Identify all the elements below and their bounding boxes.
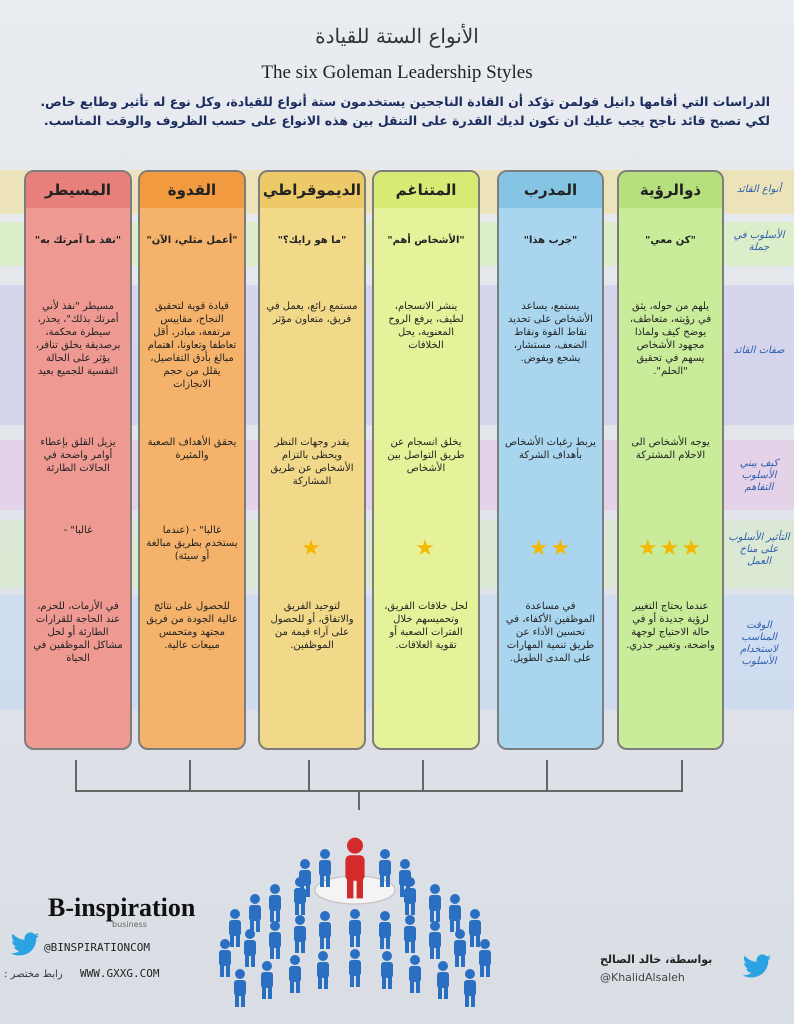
author-label: بواسطة، خالد الصالح — [600, 953, 713, 966]
column-traits: يلهم من حوله، يثق في رؤيته، متعاطف، يوضح كيف ولماذا مجهود الأشخاص يسهم في تحقيق "الحلم". — [629, 301, 712, 377]
short-link-label: رابط مختصر : — [4, 969, 63, 980]
column-impact: غالبا" - — [63, 525, 93, 536]
title-english: The six Goleman Leadership Styles — [261, 62, 533, 83]
row-label-builds: كيف يبني الأسلوب التفاهم — [739, 458, 779, 493]
column-motto: "الأشخاص أهم" — [387, 235, 465, 246]
column-traits: ينشر الانسجام، لطيف، يرفع الروح المعنوية، يحل الخلافات — [388, 301, 464, 351]
row-label-traits: صفات القائد — [733, 345, 785, 356]
leader-crowd-illustration — [205, 808, 505, 1018]
row-label-motto: الأسلوب في جملة — [733, 230, 785, 253]
website-link[interactable]: WWW.GXXG.COM — [80, 967, 160, 980]
connector-2 — [189, 760, 191, 790]
row-label-impact: التأثير الأسلوب على مناخ العمل — [728, 532, 790, 567]
column-when: عندما يحتاج التغيير لرؤية جديدة أو في حالة الاحتياج لوجهة واضحة، وتغيير جذري. — [626, 601, 715, 651]
impact-stars — [266, 536, 358, 561]
impact-stars — [380, 536, 472, 561]
column-builds: يحقق الأهداف الصعبة والمثيرة — [147, 437, 237, 461]
intro-line-2: لكي تصبح قائد ناجح يجب عليك ان تكون لديك القدرة على التنقل بين هذه الانواع على حسب الظروف والوقت المناسب. — [43, 113, 770, 128]
star-icon: ★ — [659, 536, 682, 561]
column-traits: يستمع، يساعد الأشخاص على تحديد نقاط القوة ونقاط الضعف، مستشار، يشجع ويفوض. — [508, 301, 593, 364]
column-builds: يزيل القلق بإعطاء أوامر واضحة في الحالات الطارئة — [40, 437, 116, 474]
column-motto: "جرب هذا" — [523, 235, 578, 246]
star-icon: ★ — [681, 536, 704, 561]
column-builds: يقدر وجهات النظر ويحظى بالتزام الأشخاص عن طريق المشاركة — [270, 437, 354, 487]
column-motto: "ما هو رايك؟" — [277, 235, 347, 246]
star-icon: ★ — [637, 536, 660, 561]
connector-6 — [681, 760, 683, 790]
column-motto: "أعمل مثلي، الآن" — [146, 235, 238, 246]
column-title: المدرب — [499, 172, 602, 208]
connector-horizontal — [75, 790, 683, 792]
twitter-handle-right[interactable]: @KhalidAlsaleh — [600, 971, 685, 984]
style-column — [497, 170, 604, 750]
star-icon: ★ — [301, 536, 323, 561]
intro-line-1: الدراسات التي أقامها دانيل قولمن تؤكد أن القادة الناجحين يستخدمون ستة أنواع للقيادة، وكل نوع له تأثير وطابع خاص. — [40, 94, 770, 109]
row-label-type: أنواع القائد — [736, 184, 782, 195]
column-title: الديموقراطي — [260, 172, 364, 208]
column-when: في مساعدة الموظفين الأكفاء، في تحسين الأداء عن طريق تنمية المهارات على المدى الطويل. — [505, 601, 596, 664]
column-title: القدوة — [140, 172, 244, 208]
star-icon: ★ — [550, 536, 573, 561]
brand-logo: B-inspiration — [48, 893, 196, 922]
column-motto: "كن معي" — [645, 235, 696, 246]
twitter-handle-left[interactable]: @BINSPIRATIONCOM — [44, 941, 150, 954]
column-when: لحل خلافات الفريق، وتحميسهم خلال الفترات الصعبة أو تقوية العلاقات. — [384, 601, 468, 651]
star-icon: ★ — [415, 536, 437, 561]
twitter-icon-right — [740, 954, 774, 980]
impact-stars — [625, 536, 716, 561]
column-impact: غالبا" - (عندما يستخدم بطريق مبالغة أو سيئة) — [146, 525, 238, 562]
column-when: لتوحيد الفريق والاتفاق، أو للحصول على آراء قيمة من الموظفين. — [270, 601, 354, 651]
connector-center — [358, 790, 360, 810]
title-arabic: الأنواع الستة للقيادة — [315, 24, 479, 48]
column-title: المسيطر — [26, 172, 130, 208]
column-motto: "نفذ ما آمرتك به" — [34, 235, 122, 246]
style-column — [372, 170, 480, 750]
style-column — [617, 170, 724, 750]
column-builds: يوجه الأشخاص الى الاحلام المشتركة — [631, 437, 710, 461]
intro-paragraph — [30, 92, 770, 130]
connector-1 — [75, 760, 77, 790]
style-column — [138, 170, 246, 750]
row-label-when: الوقت المناسب لاستخدام الأسلوب — [740, 620, 778, 667]
column-title: المتناغم — [374, 172, 478, 208]
column-builds: يخلق انسجام عن طريق التواصل بين الأشخاص — [387, 437, 465, 474]
column-when: في الأزمات، للحزم، عند الحاجة للقرارات الطارئة أو لحل مشاكل الموظفين في الحياة — [33, 601, 123, 664]
column-traits: مستمع رائع، يعمل في فريق، متعاون مؤثر — [266, 301, 358, 325]
impact-stars — [505, 536, 596, 561]
connector-3 — [308, 760, 310, 790]
star-icon: ★ — [528, 536, 551, 561]
column-title: ذوالرؤية — [619, 172, 722, 208]
connector-5 — [546, 760, 548, 790]
twitter-icon — [8, 932, 42, 958]
style-column — [258, 170, 366, 750]
column-traits: مسيطر "نفذ لأني أمرتك بذلك"، يحذر، سيطرة محكمة، برصديقة يخلق تنافر، يؤثر على الحالة النفسية للجميع بعيد — [35, 301, 121, 377]
style-column — [24, 170, 132, 750]
brand-sub: business — [112, 920, 147, 929]
connector-4 — [422, 760, 424, 790]
column-traits: قيادة قوية لتحقيق النجاح، مقاييس مرتفعة، مبادر، أقل تعاطفا وتعاونا، اهتمام مبالغ بأدق التفاصيل، يقلل من حجم الانجازات — [147, 301, 237, 390]
column-when: للحصول على نتائج عالية الجودة من فريق مجتهد ومتحمس مبيعات عالية. — [146, 601, 238, 651]
column-builds: يربط رغبات الأشخاص بأهداف الشركة — [505, 437, 596, 461]
